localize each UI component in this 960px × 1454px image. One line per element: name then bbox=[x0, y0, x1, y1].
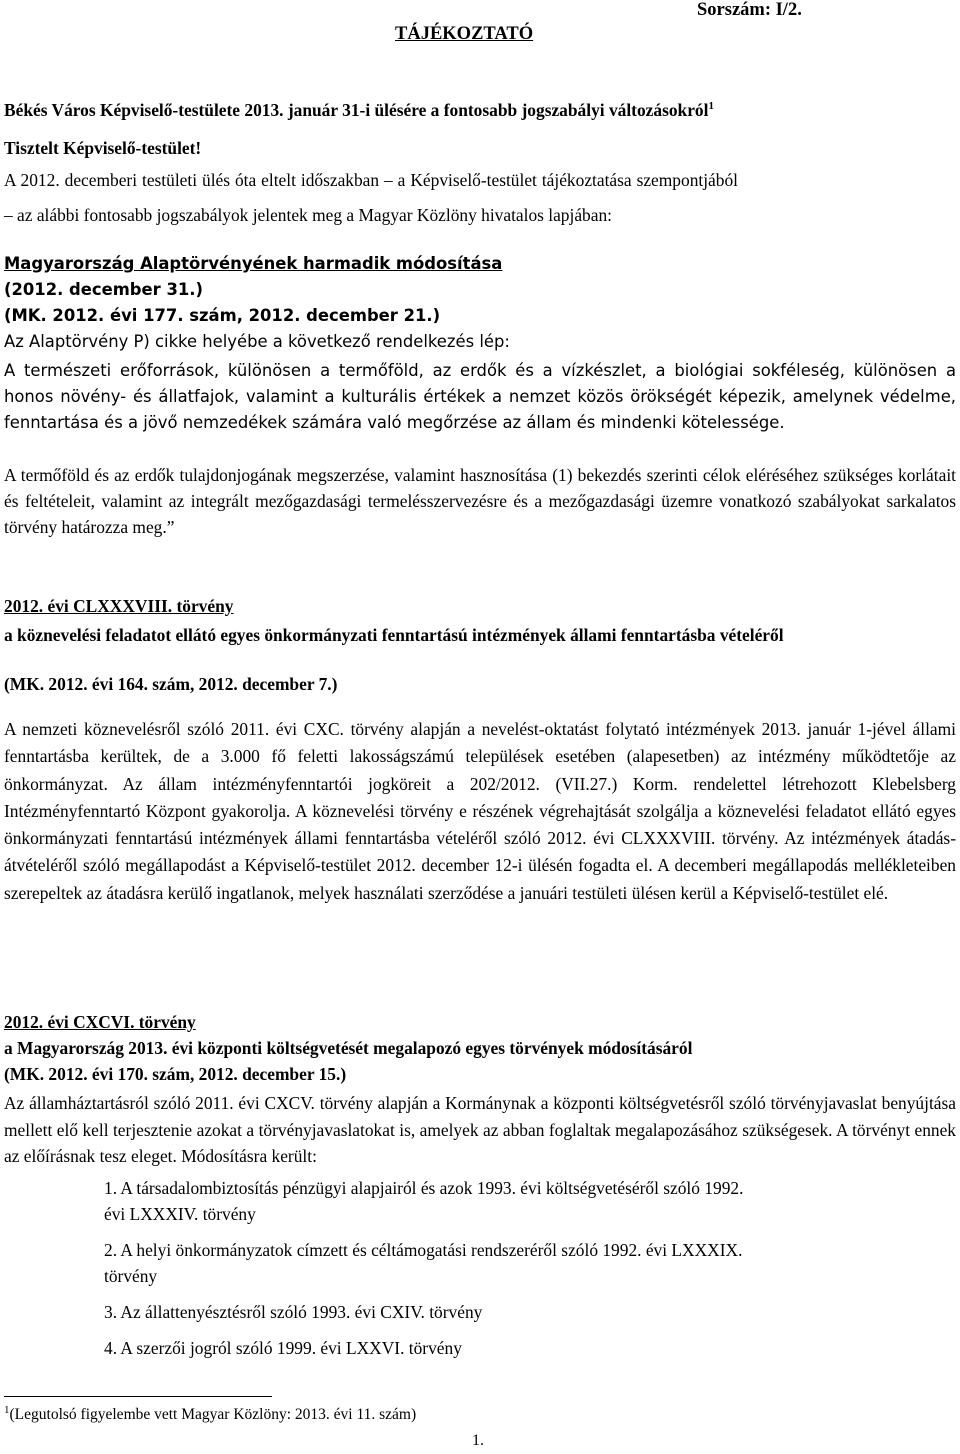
footnote-text: (Legutolsó figyelembe vett Magyar Közlöny: 2013. évi 11. szám) bbox=[9, 1406, 417, 1423]
section1-title: Magyarország Alaptörvényének harmadik módosítása bbox=[4, 254, 503, 273]
list-item-3: 3. Az állattenyésztésről szóló 1993. évi CXIV. törvény bbox=[104, 1302, 483, 1322]
page-number: 1. bbox=[472, 1432, 484, 1449]
section2-gazette: (MK. 2012. évi 164. szám, 2012. december 7.) bbox=[4, 674, 338, 694]
section1-lead: Az Alaptörvény P) cikke helyébe a következő rendelkezés lép: bbox=[4, 332, 510, 351]
serial-number: Sorszám: I/2. bbox=[697, 0, 802, 20]
list-item-1-line-1: 1. A társadalombiztosítás pénzügyi alapjairól és azok 1993. évi költségvetéséről szóló 1992. bbox=[104, 1178, 744, 1198]
section3-subtitle: a Magyarország 2013. évi központi költségvetését megalapozó egyes törvények módosításáról bbox=[4, 1038, 693, 1058]
section2-subtitle: a köznevelési feladatot ellátó egyes önkormányzati fenntartású intézmények állami fenntartásba vételéről bbox=[4, 625, 784, 645]
section3-title: 2012. évi CXCVI. törvény bbox=[4, 1012, 196, 1032]
document-title: TÁJÉKOZTATÓ bbox=[395, 24, 534, 44]
section1-date: (2012. december 31.) bbox=[4, 280, 203, 299]
list-item-2-line-2: törvény bbox=[104, 1266, 158, 1286]
list-item-2-line-1: 2. A helyi önkormányzatok címzett és céltámogatási rendszeréről szóló 1992. évi LXXXIX. bbox=[104, 1240, 743, 1260]
footnote bbox=[4, 1403, 417, 1424]
footnote-reference: 1 bbox=[708, 100, 714, 113]
intro-line-1: A 2012. decemberi testületi ülés óta eltelt időszakban – a Képviselő-testület tájékoztatása szempontjából bbox=[4, 170, 738, 190]
section1-gazette: (MK. 2012. évi 177. szám, 2012. december 21.) bbox=[4, 306, 441, 325]
list-item-1-line-2: évi LXXXIV. törvény bbox=[104, 1204, 256, 1224]
list-item-4: 4. A szerzői jogról szóló 1999. évi LXXVI. törvény bbox=[104, 1338, 462, 1358]
intro-line-2: – az alábbi fontosabb jogszabályok jelentek meg a Magyar Közlöny hivatalos lapjában: bbox=[4, 205, 612, 225]
section1-paragraph-1: A természeti erőforrások, különösen a termőföld, az erdők és a vízkészlet, a biológiai sokféleség, különösen a honos növény- és állatfajok, valamint a kulturális értékek a nemzet közös örökségét képezik, amelynek védelme, fenntartása és a jövő nemzedékek számára való megőrzése az állam és mindenki kötelessége. bbox=[4, 361, 956, 432]
section1-paragraph-2: A termőföld és az erdők tulajdonjogának megszerzése, valamint hasznosítása (1) bekezdés szerinti célok eléréséhez szükséges korlátait és feltételeit, valamint az integrált mezőgazdasági termelésszervezésre és a mezőgazdasági üzemre vonatkozó szabályokat sarkalatos törvény határozza meg.” bbox=[4, 465, 956, 537]
section3-body: Az államháztartásról szóló 2011. évi CXCV. törvény alapján a Kormánynak a központi költségvetésről szóló törvényjavaslat benyújtása mellett elő kell terjesztenie azokat a törvényjavaslatokat is, amelyek az abban foglaltak megalapozásához szükségesek. A törvényt ennek az előírásnak tesz eleget. Módosításra került: bbox=[4, 1093, 956, 1166]
section2-body: A nemzeti köznevelésről szóló 2011. évi CXC. törvény alapján a nevelést-oktatást folytató intézmények 2013. január 1-jével állami fenntartásba kerültek, de a 3.000 fő feletti lakosságszámú települések esetében (alapesetben) az intézmény működtetője az önkormányzat. Az állam intézményfenntartói jogköreit a 202/2012. (VII.27.) Korm. rendelettel létrehozott Klebelsberg Intézményfenntartó Központ gyakorolja. A köznevelési törvény e részének végrehajtását szolgálja a köznevelési feladatot ellátó egyes önkormányzati fenntartású intézmények állami fenntartásba vételéről szóló 2012. évi CLXXXVIII. törvény. Az intézmények átadás-átvételéről szóló megállapodást a Képviselő-testület 2012. december 12-i ülésén fogadta el. A decemberi megállapodás mellékleteiben szerepeltek az átadásra kerülő ingatlanok, melyek használati szerződése a januári testületi ülésen kerül a Képviselő-testület elé. bbox=[4, 719, 956, 903]
section3-gazette: (MK. 2012. évi 170. szám, 2012. december 15.) bbox=[4, 1064, 347, 1084]
salutation: Tisztelt Képviselő-testület! bbox=[4, 138, 202, 158]
section2-title: 2012. évi CLXXXVIII. törvény bbox=[4, 596, 234, 616]
footnote-mark: 1 bbox=[4, 1403, 10, 1416]
document-subtitle: Békés Város Képviselő-testülete 2013. január 31-i ülésére a fontosabb jogszabályi változásokról$^1$ bbox=[4, 100, 714, 120]
footnote-separator bbox=[4, 1396, 272, 1397]
